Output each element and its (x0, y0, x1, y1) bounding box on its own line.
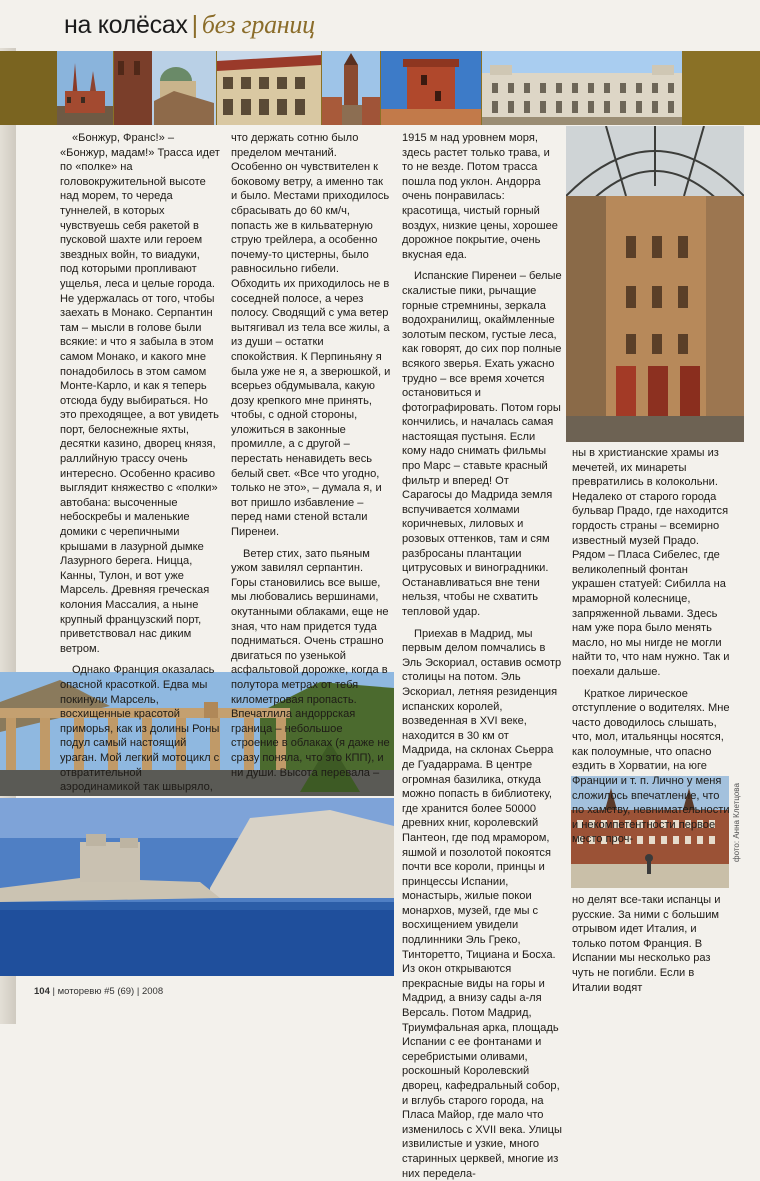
paragraph: Ветер стих, зато пьяным ужом завилял серпантин. Горы становились все выше, мы любовались вершинами, окутанными облаками, еще не зная, что нам придется туда подниматься. Очень страшно двигаться по узенькой асфальтовой дорожке, когда в полутора метрах от тебя километровая пропасть. Впечатлила андоррская граница – небольшое строение в облаках (я даже не сразу поняла, что это КПП), и ни души. Высота перевала – (231, 547, 390, 779)
photo-wawel-chapel (114, 51, 216, 125)
paragraph: ны в христианские храмы из мечетей, их минареты превратились в колокольни. Недалеко от старого города бульвар Прадо, где находится гордость страны – всемирно известный музей Прадо. Рядом – Пласа Сибелес, где великолепный фонтан украшен статуей: Сибилла на мраморной колеснице, запряженной львами. Здесь нам уже пора было менять масло, но мы нигде не могли найти то, что нам нужно. Так и поехали дальше. (572, 447, 730, 678)
text-column-1 (60, 131, 220, 795)
subsection-name: без границ (201, 10, 315, 39)
photo-royal-palace (482, 51, 682, 125)
paragraph: Испанские Пиренеи – белые скалистые пики, рычащие горные стремнины, зеркала водохранилищ, окаймленные золотым песком, густые леса, как говорят, до сих пор полные всякого зверья. Ехать ужасно трудно – все время хочется остановиться и фотографировать. Потом горы кончились, и началась самая настоящая пустыня. Если кому надо снимать фильмы про Марс – ставьте красный фильтр и вперед! От Сарагосы до Мадрида земля вспучивается холмами коричневых, лиловых и розовых оттенков, там и сям разбросаны плантации цитрусовых и виноградники. Останавливаться вне тени нельзя, чтобы не схватить тепловой удар. (402, 270, 562, 618)
photo-strip-left-tab (0, 51, 57, 125)
section-separator: | (191, 11, 198, 39)
paragraph: что держать сотню было пределом мечтаний. Особенно он чувствителен к боковому ветру, а именно так и было. Местами приходилось сбрасывать до 60 км/ч, попасть же в кильватерную струю трейлера, а особенно почему-то цистерны, было равносильно гибели. Обходить их приходилось не в соседней полосе, а через полосу. Сводящий с ума ветер вытягивал из тела все жилы, а из души – остатки спокойствия. К Перпиньяну я была уже не я, а зверюшкой, и всерьез обдумывала, какую дозу крепкого мне принять, чтобы, с одной стороны, уложиться в законные промилле, а с другой – перестать ненавидеть весь белый свет. «Все что угодно, только не это», – думала я, и вот пришло избавление – перед нами стеной встали Пиренеи. (231, 132, 391, 539)
photo-credit: фото: Анна Клетцова (732, 783, 741, 862)
photo-cathedral-spires (57, 51, 113, 125)
photo-round-brick-tower (381, 51, 481, 125)
magazine-issue: моторевю #5 (69) (57, 986, 135, 997)
page-footer (34, 986, 163, 997)
text-column-2 (231, 131, 391, 780)
page-number: 104 (34, 986, 50, 997)
paragraph: Краткое лирическое отступление о водителях. Мне часто доводилось слышать, что, мол, итальянцы носятся, как полоумные, что опасно ездить в Хорватии, на юге Франции и т. п. Лично у меня сложилось впечатление, что по хамству, невнимательности и некомпетентности первое место проч- (572, 687, 730, 846)
photo-galleria-arcade (566, 126, 744, 442)
paragraph: но делят все-таки испанцы и русские. За ними с большим отрывом идет Италия, и только потом Франция. В Испании мы несколько раз чуть не погибли. Если в Италии водят (572, 894, 721, 994)
photo-island-fortress (0, 798, 394, 976)
section-name: на колёсах (64, 11, 188, 39)
photo-castle-courtyard (217, 51, 321, 125)
photo-town-tower (322, 51, 380, 125)
issue-year: 2008 (141, 986, 164, 997)
section-title (64, 10, 315, 40)
paragraph: Приехав в Мадрид, мы первым делом помчались в Эль Эскориал, оставив осмотр столицы на потом. Эль Эскориал, летняя резиденция испанских королей, возведенная в XVI веке, находится в 30 км от Мадрида, на склонах Сьерра де Гуадаррама. В центре огромная базилика, откуда можно попасть в библиотеку, где хранится более 50000 древних книг, королевский Пантеон, где под мрамором, яшмой и позолотой покоятся почти все короли, принцы и принцессы Испании, монастырь, жилые покои монархов, музей, где мы с восхищением увидели подлинники Эль Греко, Тинторетто, Тициана и Босха. Из окон открываются прекрасные виды на горы и Мадрид, а внизу сады а-ля Версаль. Потом Мадрид, Триумфальная арка, площадь Испании с ее фонтанами и серебристыми оливами, роскошный Королевский дворец, кафедральный собор, и вглубь старого города, на Пласа Майор, где мало что изменилось с XVII века. Улицы извилистые и узкие, много старинных церквей, многие из них передела- (402, 627, 562, 1180)
paragraph: «Бонжур, Франс!» – «Бонжур, мадам!» Трасса идет по «полке» на головокружительной высоте над морем, то череда туннелей, в которых чувствуешь себя ракетой в пусковой шахте или героем звездных войн, то виадуки, под которыми пропливают ущелья, леса и целые города. Не удержалась от того, чтобы заехать в Монако. Серпантин там – мысли в голове были всякие: и что я забыла в этом самом Монако, и какого мне понадобилось в этом самом Монте-Карло, и как я теперь отсюда буду выбираться. Но это преходящее, а вот увидеть порт, белоснежные яхты, десятки казино, дворец князя, раллийную трассу очень интересно. Особенно красиво выглядит княжество с «полки» автобана: высоченные небоскребы и маленькие домики с черепичными крышами в лазурной дымке Лазурного берега. Ницца, Канны, Тулон, и вот уже Марсель. Древняя греческая колония Массалия, а ныне крупный французский порт, приветствовал нас диким ветром. (60, 132, 220, 655)
footer-separator: | (136, 986, 140, 997)
paragraph: Однако Франция оказалась опасной красоткой. Едва мы покинули Марсель, восхищенные красотой приморья, как из долины Роны подул самый настоящий ураган. Мой легкий мотоцикл с отвратительной аэродинамикой так швыряло, (60, 664, 220, 794)
text-column-4-lower (572, 893, 732, 995)
footer-separator: | (52, 986, 55, 997)
text-column-4-upper (572, 446, 732, 847)
paragraph: 1915 м над уровнем моря, здесь растет только трава, и то не везде. Потом трасса пошла под уклон. Андорра очень понравилась: красотища, чистый горный воздух, низкие цены, хорошее дорожное покрытие, очень вкусная еда. (402, 132, 558, 261)
